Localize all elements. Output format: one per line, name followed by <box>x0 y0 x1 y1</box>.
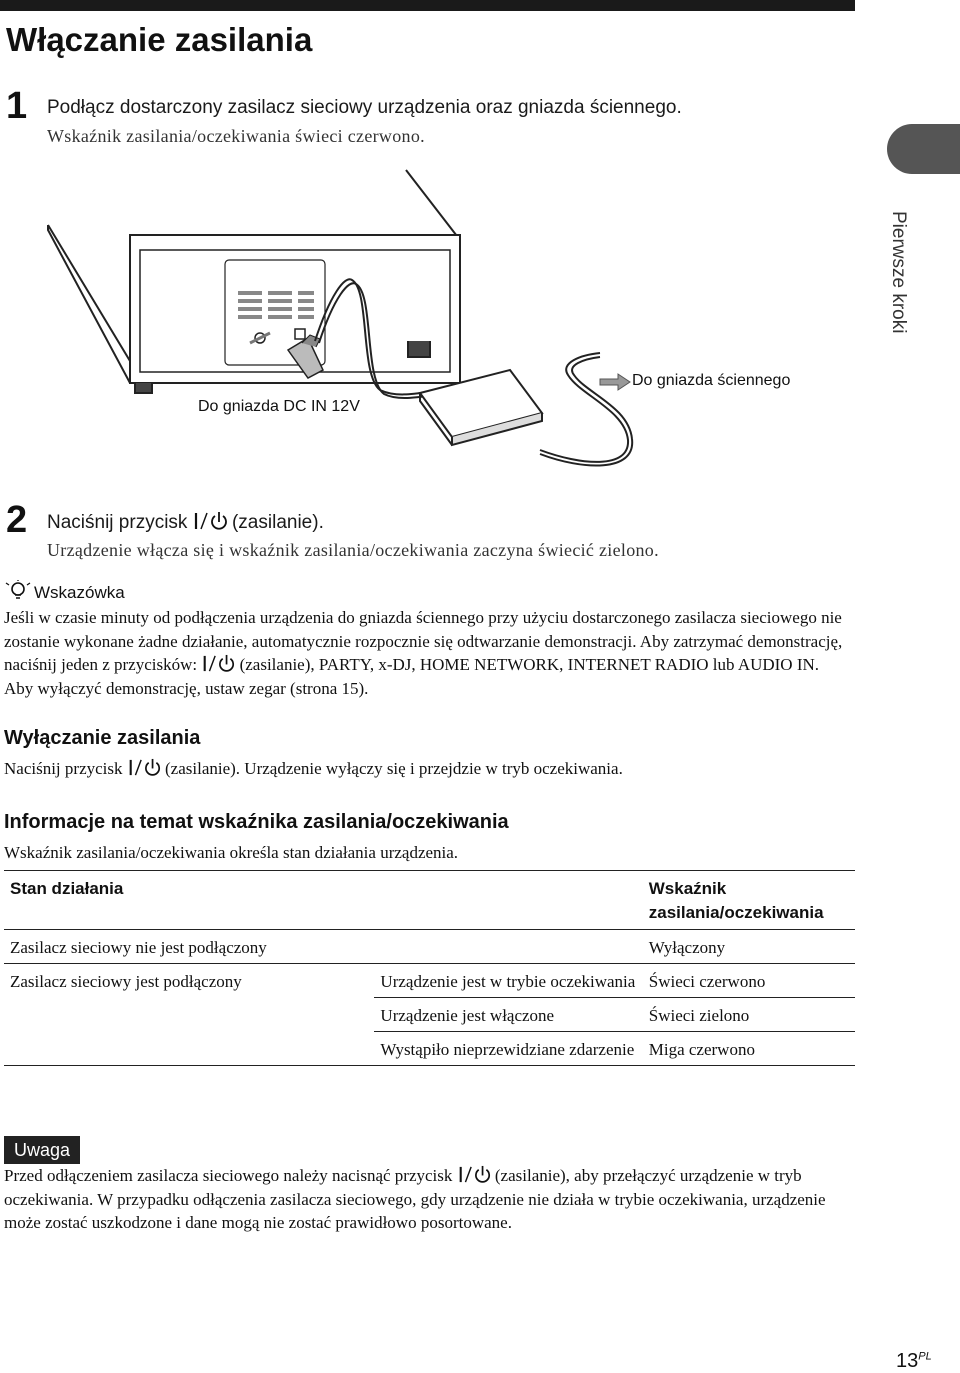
cell-state: Zasilacz sieciowy jest podłączony <box>4 964 374 1066</box>
page-number: $13^{PL}$ <box>896 1350 932 1372</box>
cell-indicator: Świeci czerwono <box>643 964 855 998</box>
tip-text: Jeśli w czasie minuty od podłączenia urządzenia do gniazda ściennego przy użyciu dostarczonego zasilacza sieciowego nie zostanie wykonane żadne działanie, automatycznie rozpocznie się odtwarzanie demonstracji. Aby zatrzymać demonstrację, naciśnij jeden z przycisków: (zasilanie), PARTY, x-DJ, HOME NETWORK, INTERNET RADIO lub AUDIO IN. Aby wyłączyć demonstrację, ustaw zegar (strona 15). <box>4 608 843 698</box>
cell-indicator: Świeci zielono <box>643 998 855 1032</box>
cell-substate: Urządzenie jest w trybie oczekiwania <box>374 964 642 998</box>
power-icon <box>193 511 227 531</box>
step-2-subtitle: Urządzenie włącza się i wskaźnik zasilania/oczekiwania zaczyna świecić zielono. <box>47 540 659 560</box>
header-state: Stan działania <box>4 871 374 930</box>
table-row <box>4 930 855 964</box>
note-text: Przed odłączeniem zasilacza sieciowego należy nacisnąć przycisk (zasilanie), aby przełączyć urządzenie w tryb oczekiwania. W przypadku odłączenia zasilacza sieciowego, gdy urządzenie nie działa w trybie oczekiwania, urządzenie może zostać uszkodzone i dane mogą nie zostać prawidłowo posortowane. <box>4 1166 826 1232</box>
top-rule <box>0 0 855 11</box>
off-text: Naciśnij przycisk (zasilanie). Urządzenie wyłączy się i przejdzie w tryb oczekiwania. <box>4 759 623 778</box>
step-2-title: Naciśnij przycisk (zasilanie). <box>47 512 324 533</box>
table-header-row <box>4 871 855 930</box>
cell-empty <box>374 930 642 964</box>
step-1-number: 1 <box>6 85 28 127</box>
power-icon <box>457 1165 491 1184</box>
cell-substate: Wystąpiło nieprzewidziane zdarzenie <box>374 1032 642 1066</box>
info-heading: Informacje na temat wskaźnika zasilania/oczekiwania <box>4 811 509 833</box>
tip-heading <box>4 580 125 603</box>
label-wall-outlet: Do gniazda ściennego <box>632 372 791 389</box>
tip-label: Wskazówka <box>34 583 125 602</box>
section-tab <box>887 124 960 174</box>
cell-indicator: Miga czerwono <box>643 1032 855 1066</box>
step-1-title: Podłącz dostarczony zasilacz sieciowy urządzenia oraz gniazda ściennego. <box>47 97 682 118</box>
status-table <box>4 870 855 1066</box>
cell-state: Zasilacz sieciowy nie jest podłączony <box>4 930 374 964</box>
cell-substate: Urządzenie jest włączone <box>374 998 642 1032</box>
section-label: Pierwsze kroki <box>888 211 909 334</box>
label-dc-in: Do gniazda DC IN 12V <box>198 398 360 415</box>
note-label: Uwaga <box>4 1136 80 1164</box>
header-empty <box>374 871 642 930</box>
step-1-subtitle: Wskaźnik zasilania/oczekiwania świeci czerwono. <box>47 126 425 146</box>
tip-lightbulb-icon <box>4 580 34 602</box>
cell-indicator: Wyłączony <box>643 930 855 964</box>
step-2-number: 2 <box>6 499 28 541</box>
info-text: Wskaźnik zasilania/oczekiwania określa stan działania urządzenia. <box>4 843 459 862</box>
power-icon <box>201 654 235 673</box>
off-heading: Wyłączanie zasilania <box>4 727 201 749</box>
connection-illustration <box>40 165 660 485</box>
page-title: Włączanie zasilania <box>6 21 313 58</box>
table-row <box>4 964 855 998</box>
header-indicator: Wskaźnik zasilania/oczekiwania <box>643 871 855 930</box>
power-icon <box>127 758 161 777</box>
